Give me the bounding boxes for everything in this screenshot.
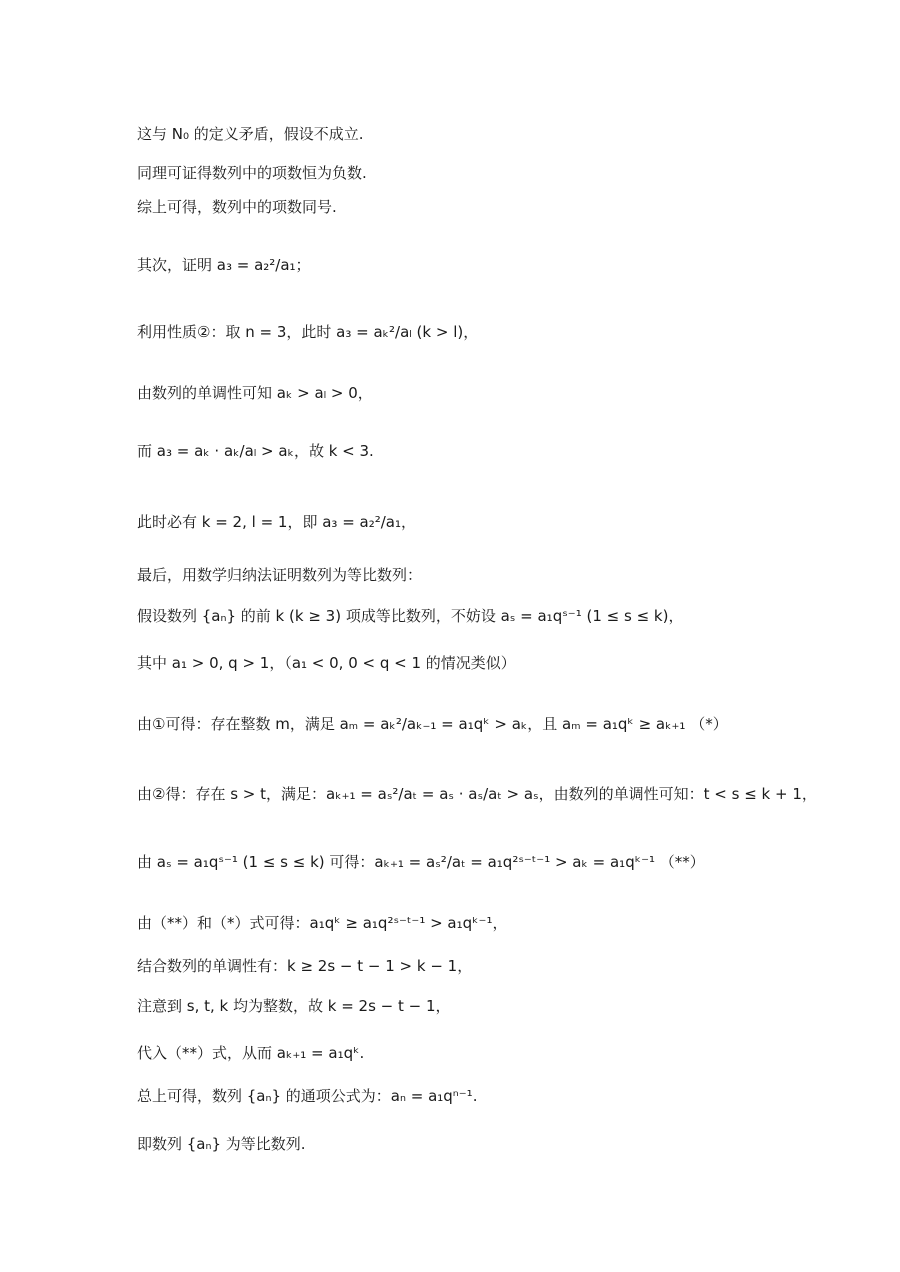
text-line: 代入（**）式，从而 aₖ₊₁ = a₁qᵏ. xyxy=(137,1044,365,1062)
text-line: 假设数列 {aₙ} 的前 k (k ≥ 3) 项成等比数列，不妨设 aₛ = a₁qˢ⁻¹ (1 ≤ s ≤ k)， xyxy=(137,607,684,625)
text-line: 同理可证得数列中的项数恒为负数. xyxy=(137,164,367,182)
text-line: 利用性质②：取 n = 3，此时 a₃ = aₖ²/aₗ (k > l)， xyxy=(137,323,479,341)
text-line: 由②得：存在 s > t，满足：aₖ₊₁ = aₛ²/aₜ = aₛ · aₛ/aₜ > aₛ，由数列的单调性可知：t < s ≤ k + 1， xyxy=(137,785,817,803)
text-line: 注意到 s, t, k 均为整数，故 k = 2s − t − 1， xyxy=(137,997,451,1015)
text-line: 其中 a₁ > 0, q > 1，（a₁ < 0, 0 < q < 1 的情况类似） xyxy=(137,654,516,672)
text-line: 由①可得：存在整数 m，满足 aₘ = aₖ²/aₖ₋₁ = a₁qᵏ > aₖ，且 aₘ = a₁qᵏ ≥ aₖ₊₁ （*） xyxy=(137,715,728,733)
text-line: 综上可得，数列中的项数同号. xyxy=(137,198,337,216)
text-line: 结合数列的单调性有：k ≥ 2s − t − 1 > k − 1， xyxy=(137,957,473,975)
text-line: 由（**）和（*）式可得：a₁qᵏ ≥ a₁q²ˢ⁻ᵗ⁻¹ > a₁qᵏ⁻¹， xyxy=(137,914,508,932)
text-line: 由数列的单调性可知 aₖ > aₗ > 0， xyxy=(137,384,373,402)
text-line: 这与 N₀ 的定义矛盾，假设不成立. xyxy=(137,125,364,143)
text-line: 最后，用数学归纳法证明数列为等比数列： xyxy=(137,566,423,584)
text-line: 而 a₃ = aₖ · aₖ/aₗ > aₖ，故 k < 3. xyxy=(137,442,374,460)
text-line: 由 aₛ = a₁qˢ⁻¹ (1 ≤ s ≤ k) 可得：aₖ₊₁ = aₛ²/aₜ = a₁q²ˢ⁻ᵗ⁻¹ > aₖ = a₁qᵏ⁻¹ （**） xyxy=(137,853,705,871)
text-line: 其次，证明 a₃ = a₂²/a₁； xyxy=(137,256,311,274)
text-line: 即数列 {aₙ} 为等比数列. xyxy=(137,1135,306,1153)
text-line: 总上可得，数列 {aₙ} 的通项公式为：aₙ = a₁qⁿ⁻¹. xyxy=(137,1087,478,1105)
text-line: 此时必有 k = 2, l = 1，即 a₃ = a₂²/a₁， xyxy=(137,513,417,531)
